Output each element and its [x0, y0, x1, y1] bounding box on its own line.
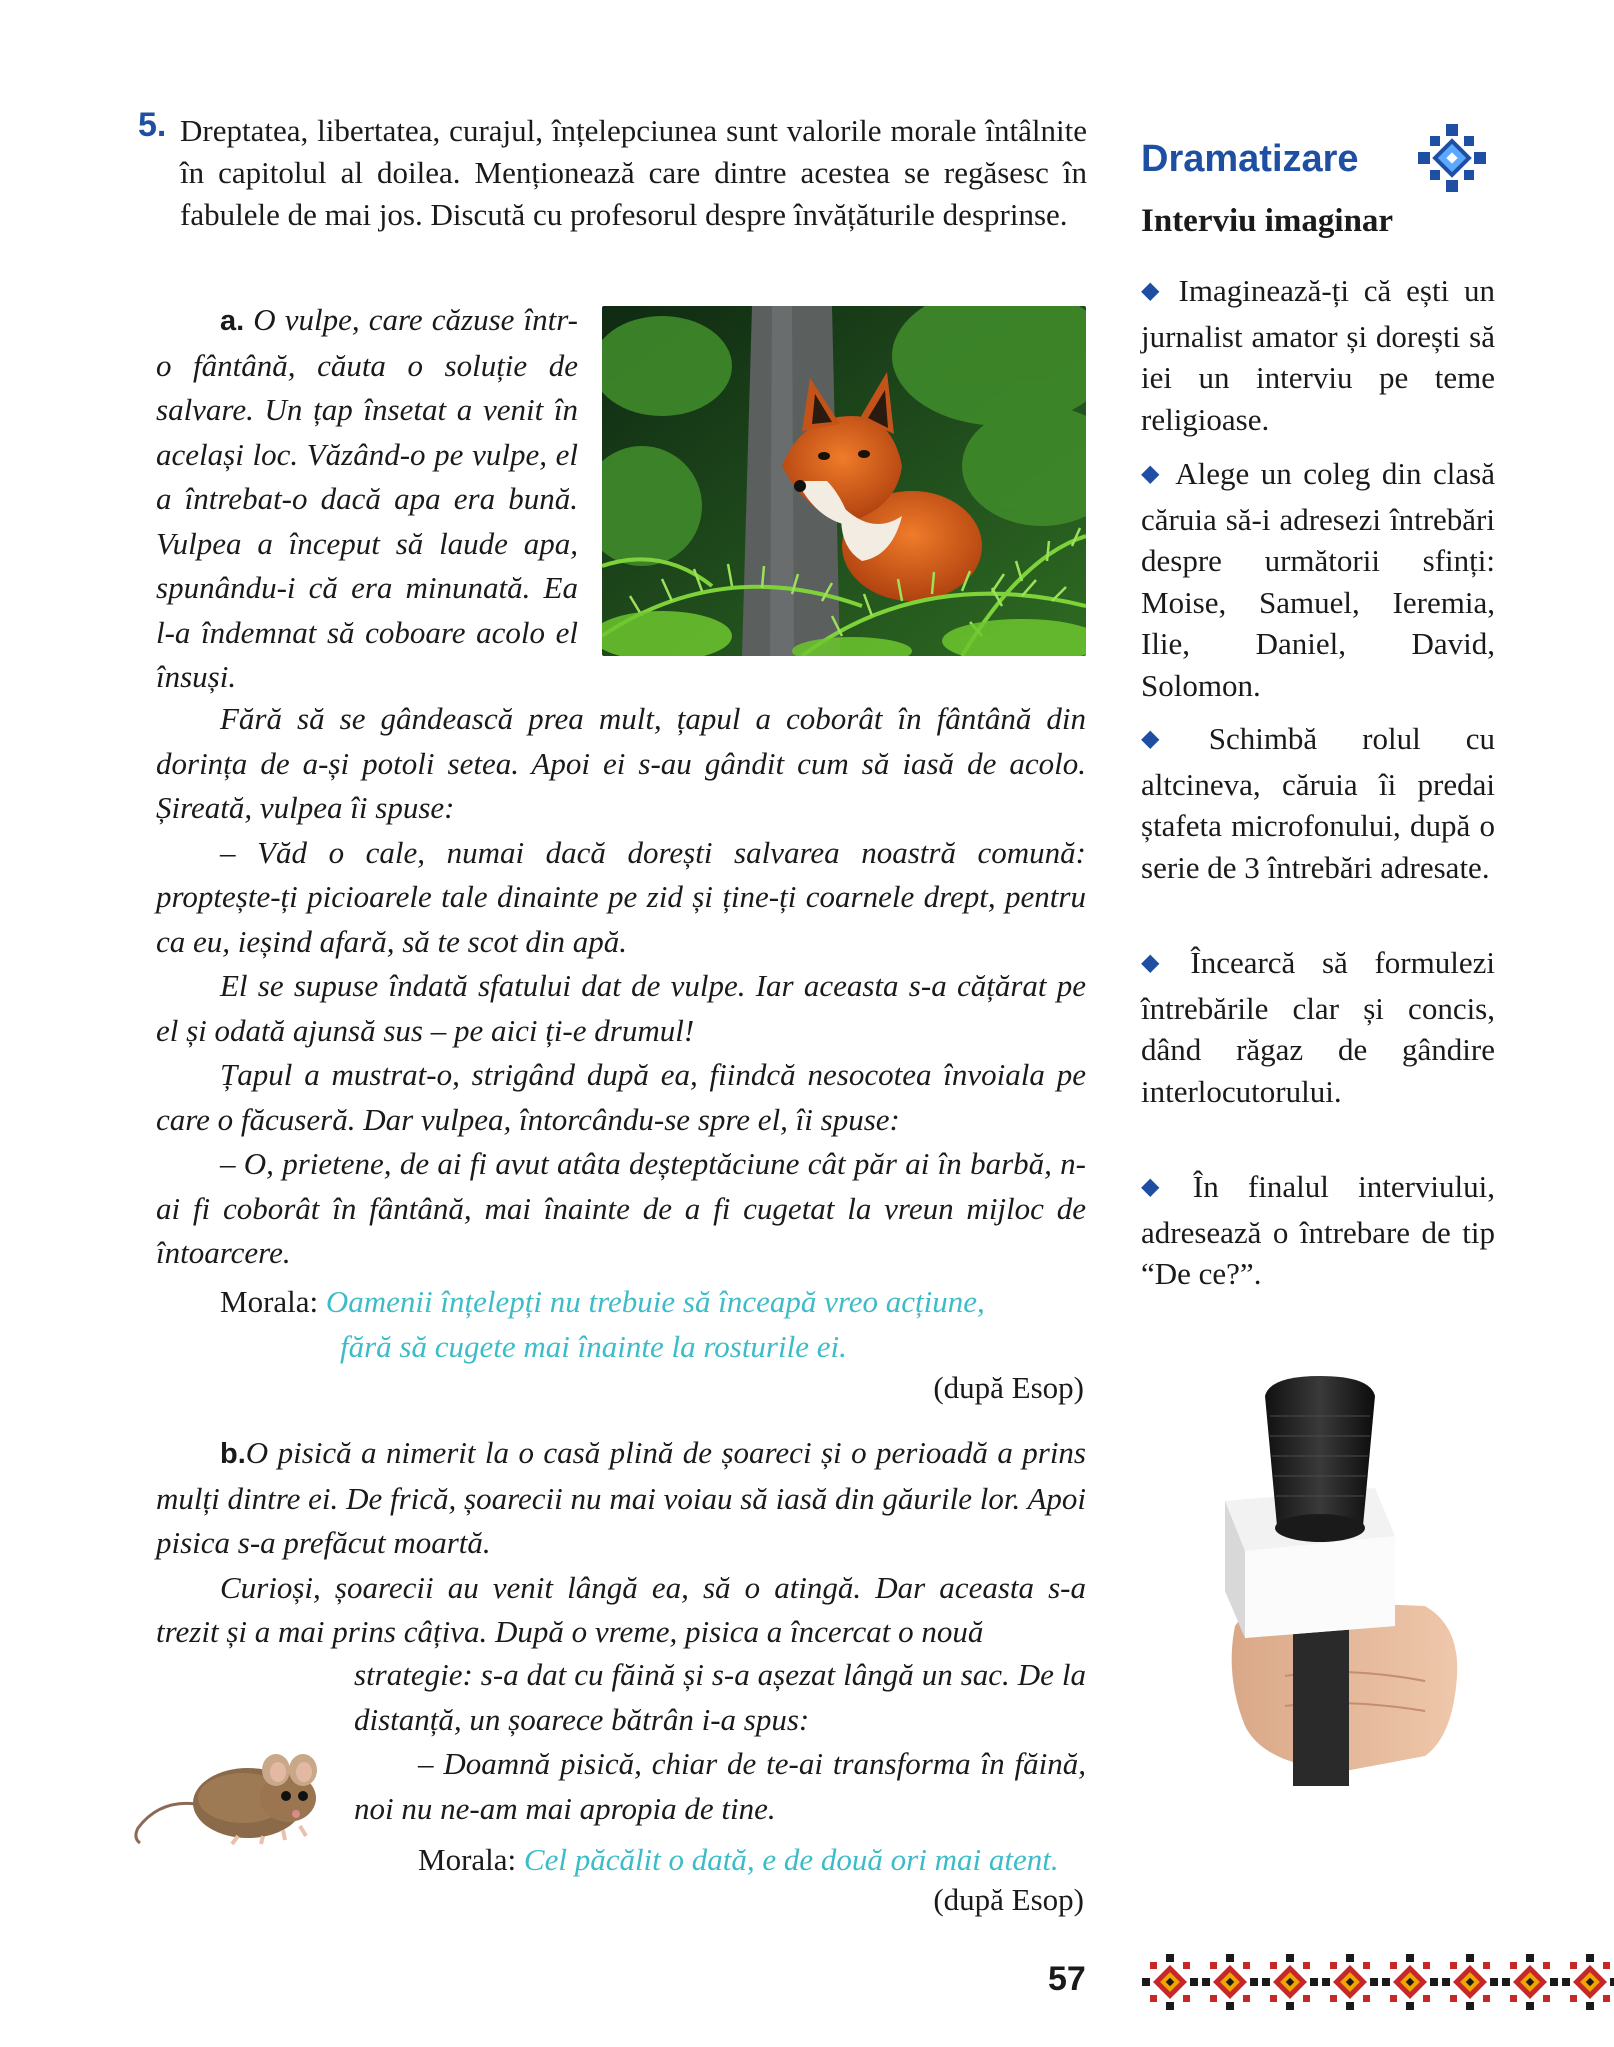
- fable-a-moral-line-1: Oamenii înțelepți nu trebuie să înceapă vreo acțiune,: [325, 1284, 985, 1319]
- sidebar-item-5: ◆ În finalul interviului, adresează o întrebare de tip “De ce?”.: [1141, 1169, 1495, 1291]
- sidebar-subtitle: Interviu imaginar: [1141, 203, 1394, 239]
- microphone-image: [1225, 1376, 1465, 1791]
- bullet-diamond-icon: ◆: [1141, 278, 1167, 304]
- fable-b-moral: [418, 1838, 1118, 1883]
- fable-b-bottom: [354, 1653, 1086, 1831]
- fable-a-moral-label: Morala:: [220, 1284, 319, 1319]
- fable-b-top: [156, 1431, 1086, 1655]
- mouse-image: [128, 1718, 328, 1848]
- fable-a-source: (după Esop): [933, 1370, 1084, 1405]
- fable-a-text-6: – O, prietene, de ai fi avut atâta deșteptăciune cât păr ai în barbă, n-ai fi coborât în fântână, mai înainte de a fi cugetat la vreun mijloc de întoarcere.: [156, 1146, 1086, 1270]
- bullet-diamond-icon: ◆: [1141, 950, 1179, 976]
- fable-b-source: (după Esop): [933, 1882, 1084, 1917]
- fable-a-text-1: O vulpe, care căzuse într-o fântână, căuta o soluție de salvare. Un țap însetat a venit în același loc. Văzând-o pe vulpe, el a întrebat-o dacă apa era bună. Vulpea a început să laude apa, spunându-i că era minunată. Ea l-a îndemnat să coboare acolo el însuși.: [156, 302, 578, 694]
- fable-a-moral: [220, 1280, 1086, 1369]
- fox-illustration: [602, 306, 1086, 656]
- exercise-number: 5.: [138, 106, 167, 144]
- bullet-diamond-icon: ◆: [1141, 726, 1197, 752]
- fable-b-label: b.: [220, 1438, 246, 1470]
- fable-a-text-4: El se supuse îndată sfatului dat de vulpe. Iar aceasta s-a cățărat pe el și odată ajunsă sus – pe aici ți-e drumul!: [156, 968, 1086, 1048]
- sidebar-item-4: ◆ Încearcă să formulezi întrebările clar și concis, dând răgaz de gândire interlocutorului.: [1141, 945, 1495, 1109]
- bullet-diamond-icon: ◆: [1141, 1174, 1181, 1200]
- fable-b-text-3: – Doamnă pisică, chiar de te-ai transforma în făină, noi nu ne-am mai apropia de tine.: [354, 1746, 1086, 1826]
- bullet-diamond-icon: ◆: [1141, 461, 1164, 487]
- fable-a-text-5: Țapul a mustrat-o, strigând după ea, fiindcă nesocotea învoiala pe care o făcuseră. Dar vulpea, întorcându-se spre el, îi spuse:: [156, 1057, 1086, 1137]
- folk-ornament-border: [1140, 1952, 1614, 2012]
- fable-b-text-2b: strategie: s-a dat cu făină și s-a așezat lângă un sac. De la distanță, un șoarece bătrân i-a spus:: [354, 1657, 1086, 1737]
- snowflake-ornament-icon: [1416, 122, 1488, 199]
- fable-b-text-2a: Curioși, șoarecii au venit lângă ea, să o atingă. Dar aceasta s-a trezit și a mai prins câțiva. După o vreme, pisica a încercat o nouă: [156, 1569, 1086, 1649]
- sidebar-item-1: ◆ Imaginează-ți că ești un jurnalist amator și dorești să iei un interviu pe teme religioase.: [1141, 273, 1495, 437]
- sidebar-item-3: ◆ Schimbă rolul cu altcineva, căruia îi predai ștafeta microfonului, după o serie de 3 întrebări adresate.: [1141, 721, 1495, 885]
- fable-a-moral-line-2: fără să cugete mai înainte la rosturile ei.: [340, 1328, 847, 1364]
- fable-b-moral-text: Cel păcălit o dată, e de două ori mai atent.: [523, 1842, 1059, 1877]
- sidebar-item-2: ◆ Alege un coleg din clasă căruia să-i adresezi întrebări despre următorii sfinți: Moise, Samuel, Ieremia, Ilie, Daniel, David, Solomon.: [1141, 456, 1496, 703]
- fable-a-text-2: Fără să se gândească prea mult, țapul a coborât în fântână din dorința de a-și potoli setea. Apoi ei s-au gândit cum să iasă de acolo. Șireată, vulpea îi spuse:: [156, 701, 1086, 825]
- fable-a-text-3: – Văd o cale, numai dacă dorești salvarea noastră comună: proptește-ți picioarele tale dinainte pe zid și ține-ți coarnele drept, pentru ca eu, ieșind afară, să te scot din apă.: [156, 834, 1086, 959]
- fable-a-first-paragraph: [156, 298, 578, 700]
- microphone-illustration: [1225, 1376, 1465, 1786]
- sidebar-title: Dramatizare: [1141, 138, 1359, 180]
- fable-b-moral-label: Morala:: [418, 1842, 517, 1877]
- page-number: 57: [1048, 1960, 1086, 1998]
- fable-b-text-1: O pisică a nimerit la o casă plină de șoareci și o perioadă a prins mulți dintre ei. De frică, șoarecii nu mai voiau să iasă din găurile lor. Apoi pisica s-a prefăcut moartă.: [156, 1435, 1086, 1560]
- mouse-illustration: [128, 1718, 328, 1848]
- exercise-intro: Dreptatea, libertatea, curajul, înțelepciunea sunt valorile morale întâlnite în capitolul al doilea. Menționează care dintre acestea se regăsesc în fabulele de mai jos. Discută cu profesorul despre învățăturile desprinse.: [180, 113, 1087, 232]
- fox-image: [602, 306, 1086, 656]
- fable-a-continuation: [156, 697, 1086, 1276]
- fable-a-label: a.: [220, 305, 245, 337]
